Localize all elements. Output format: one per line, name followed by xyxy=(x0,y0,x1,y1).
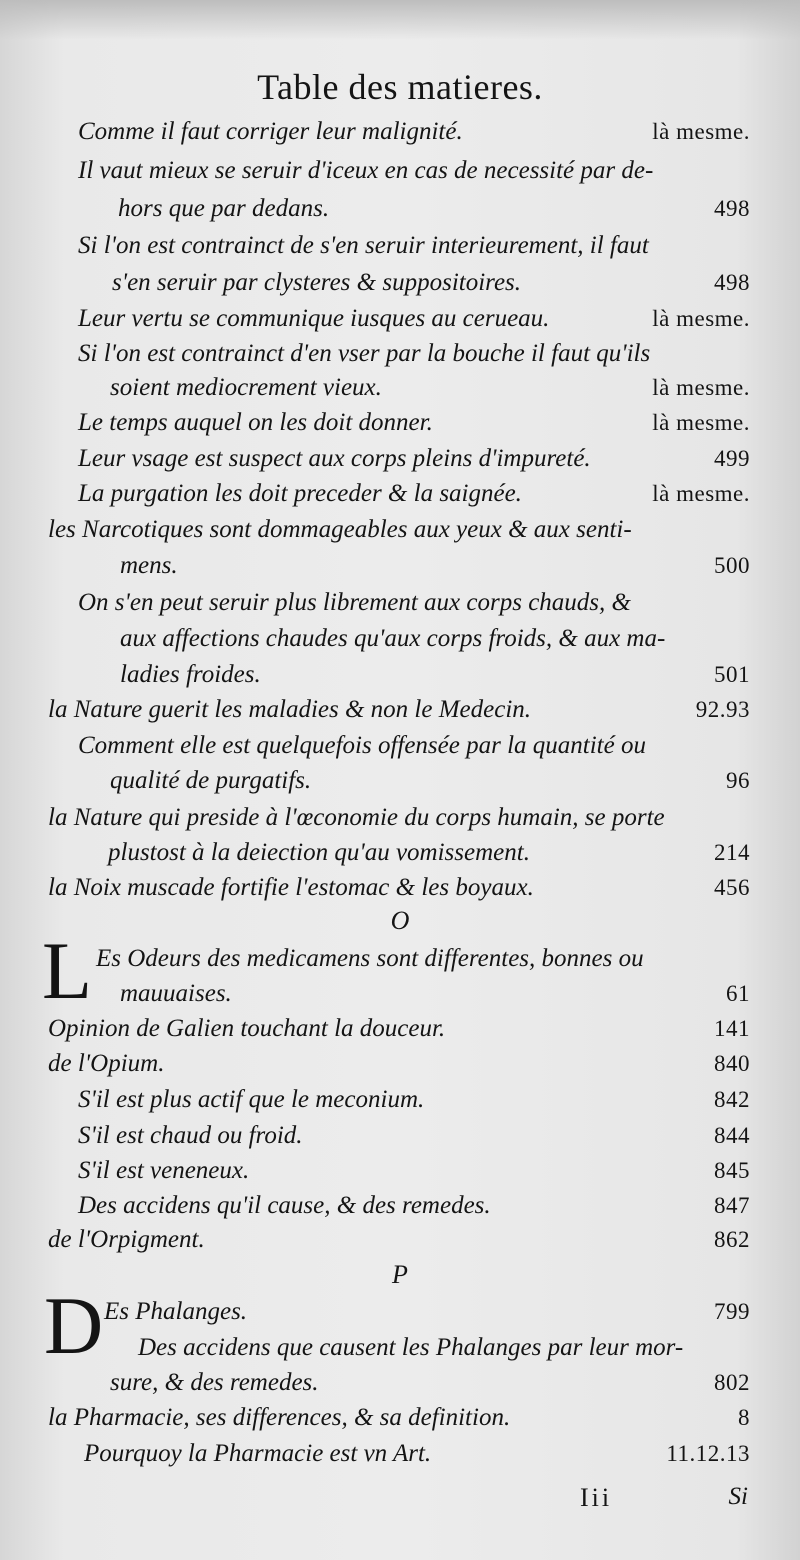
index-entry: s'en seruir par clysteres & suppositoires. 498 xyxy=(0,265,800,301)
index-entry: Es Phalanges. 799 xyxy=(0,1294,800,1330)
page-reference: 498 xyxy=(714,270,750,295)
page-reference: 96 xyxy=(726,768,750,793)
index-entry: plustost à la deiection qu'au vomissement. 214 xyxy=(0,835,800,871)
index-entry: soient mediocrement vieux. là mesme. xyxy=(0,370,800,406)
index-entry: Leur vertu se communique iusques au cerueau. là mesme. xyxy=(0,301,800,337)
index-entry: de l'Opium. 840 xyxy=(0,1046,800,1082)
index-entry: Si l'on est contrainct d'en vser par la bouche il faut qu'ils xyxy=(78,340,651,367)
index-entry: Il vaut mieux se seruir d'iceux en cas de necessité par de- xyxy=(78,157,654,184)
index-entry: la Pharmacie, ses differences, & sa definition. 8 xyxy=(0,1400,800,1436)
index-entry: Opinion de Galien touchant la douceur. 141 xyxy=(0,1011,800,1047)
index-entry: S'il est plus actif que le meconium. 842 xyxy=(0,1082,800,1118)
index-entry: Pourquoy la Pharmacie est vn Art. 11.12.13 xyxy=(0,1436,800,1472)
page-reference: 840 xyxy=(714,1051,750,1076)
catchword: Si xyxy=(728,1483,748,1510)
index-entry: la Noix muscade fortifie l'estomac & les boyaux. 456 xyxy=(0,870,800,906)
page-reference: là mesme. xyxy=(652,375,750,400)
page-reference: 842 xyxy=(714,1087,750,1112)
index-entry: Es Odeurs des medicamens sont differentes, bonnes ou xyxy=(96,945,644,972)
page-reference: 844 xyxy=(714,1123,750,1148)
section-letter-o: O xyxy=(390,906,410,935)
index-entry: qualité de purgatifs. 96 xyxy=(0,763,800,799)
index-entry: S'il est veneneux. 845 xyxy=(0,1153,800,1189)
page-reference: 92.93 xyxy=(695,697,750,722)
page-reference: 214 xyxy=(714,840,750,865)
page-shadow xyxy=(0,0,800,40)
index-entry: ladies froides. 501 xyxy=(0,657,800,693)
index-entry: Leur vsage est suspect aux corps pleins d'impureté. 499 xyxy=(0,441,800,477)
index-entry: S'il est chaud ou froid. 844 xyxy=(0,1118,800,1154)
index-entry: hors que par dedans. 498 xyxy=(0,191,800,227)
index-entry: de l'Orpigment. 862 xyxy=(0,1222,800,1258)
page-reference: là mesme. xyxy=(652,306,750,331)
page-reference: 501 xyxy=(714,662,750,687)
signature-mark: Iii xyxy=(580,1483,613,1512)
page-reference: 11.12.13 xyxy=(666,1441,750,1466)
index-entry: Comment elle est quelquefois offensée par la quantité ou xyxy=(78,732,646,759)
index-entry: Des accidens qu'il cause, & des remedes. 847 xyxy=(0,1188,800,1224)
page-reference: 845 xyxy=(714,1158,750,1183)
page-reference: 141 xyxy=(714,1016,750,1041)
drop-cap-l: L xyxy=(42,925,93,1016)
page-reference: là mesme. xyxy=(652,410,750,435)
index-entry: mens. 500 xyxy=(0,548,800,584)
index-entry: mauuaises. 61 xyxy=(0,976,800,1012)
page-reference: 799 xyxy=(714,1299,750,1324)
page-reference: 456 xyxy=(714,875,750,900)
index-entry: les Narcotiques sont dommageables aux yeux & aux senti- xyxy=(48,516,632,543)
index-entry: Des accidens que causent les Phalanges par leur mor- xyxy=(138,1334,684,1361)
page-reference: là mesme. xyxy=(652,119,750,144)
running-head: Table des matieres. xyxy=(257,67,543,107)
index-entry: La purgation les doit preceder & la saignée. là mesme. xyxy=(0,476,800,512)
index-entry: Si l'on est contrainct de s'en seruir interieurement, il faut xyxy=(78,232,649,259)
index-entry: On s'en peut seruir plus librement aux corps chauds, & xyxy=(78,589,631,616)
index-entry: Comme il faut corriger leur malignité. là mesme. xyxy=(0,114,800,150)
drop-cap-d: D xyxy=(44,1280,104,1371)
index-entry: la Nature guerit les maladies & non le Medecin. 92.93 xyxy=(0,692,800,728)
page-reference: 847 xyxy=(714,1193,750,1218)
index-entry: la Nature qui preside à l'œconomie du corps humain, se porte xyxy=(48,804,665,831)
page-reference: 802 xyxy=(714,1370,750,1395)
page-reference: 500 xyxy=(714,553,750,578)
page-reference: 8 xyxy=(738,1405,750,1430)
index-entry: sure, & des remedes. 802 xyxy=(0,1365,800,1401)
page-reference: là mesme. xyxy=(652,481,750,506)
page-reference: 498 xyxy=(714,196,750,221)
page-reference: 499 xyxy=(714,446,750,471)
page-reference: 61 xyxy=(726,981,750,1006)
index-entry: aux affections chaudes qu'aux corps froids, & aux ma- xyxy=(120,625,666,652)
section-letter-p: P xyxy=(392,1260,408,1289)
page-reference: 862 xyxy=(714,1227,750,1252)
index-entry: Le temps auquel on les doit donner. là mesme. xyxy=(0,405,800,441)
